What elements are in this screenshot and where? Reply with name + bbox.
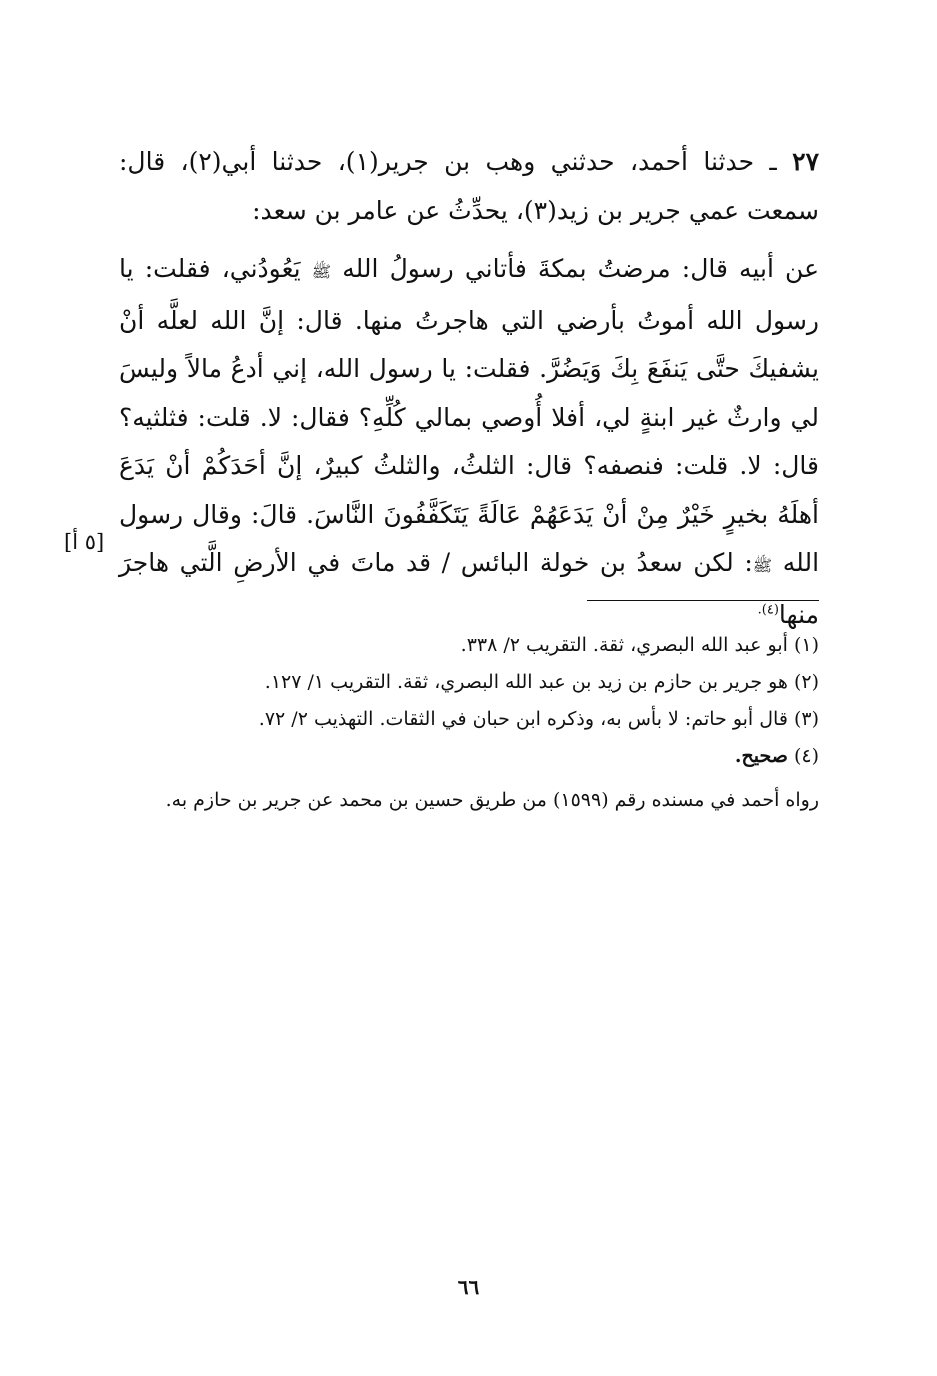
footnote-text: هو جرير بن حازم بن زيد بن عبد الله البصري، ثقة. التقريب ١/ ١٢٧.: [264, 671, 788, 693]
hadith-matn-part1: عن أبيه قال: مرضتُ بمكةَ فأتاني رسولُ الله: [342, 254, 819, 283]
hadith-number: ٢٧: [792, 147, 819, 176]
footnotes-section: [119, 628, 819, 824]
footnote-marker: (٢): [793, 671, 819, 693]
hadith-main-text: [119, 138, 819, 639]
salawat-glyph: ﷺ: [311, 262, 332, 281]
page-number: ٦٦: [457, 1275, 480, 1299]
footnote-divider: [587, 600, 819, 601]
salawat-glyph-2: ﷺ: [752, 556, 773, 575]
footnote-2: [119, 665, 819, 700]
footnote-source-note: رواه أحمد في مسنده رقم (١٥٩٩) من طريق حسين بن محمد عن جرير بن حازم به.: [165, 789, 819, 811]
footnote-text: أبو عبد الله البصري، ثقة. التقريب ٢/ ٣٣٨.: [460, 634, 788, 656]
footnote-ref-4: (٤).: [757, 602, 779, 618]
hadith-matn-part3: : لكن سعدُ بن خولة البائس / قد ماتَ في الأرضِ الَّتي هاجرَ منها: [119, 548, 819, 629]
hadith-isnad-text: ـ حدثنا أحمد، حدثني وهب بن جرير(١)، حدثنا أبي(٢)، قال: سمعت عمي جرير بن زيد(٣)، يحدِّثُ عن عامر بن سعد:: [119, 147, 819, 225]
hadith-isnad: [119, 138, 819, 235]
footnote-1: [119, 628, 819, 663]
footnote-text: صحيح.: [734, 745, 788, 767]
hadith-matn: [119, 245, 819, 639]
footnote-3: [119, 702, 819, 737]
footnote-marker: (٤): [793, 745, 819, 767]
hadith-matn-part2: يَعُودُني، فقلت: يا رسول الله أموتُ بأرضي التي هاجرتُ منها. قال: إنَّ الله لعلَّه أنْ يشفيكَ حتَّى يَنفَعَ بِكَ وَيَضُرَّ. فقلت: يا رسول الله، إني أدعُ مالاً وليسَ لي وارثٌ غير ابنةٍ لي، أفلا أُوصي بمالي كُلِّهِ؟ فقال: لا. قلت: فثلثيه؟ قال: لا. قلت: فنصفه؟ قال: الثلثُ، والثلثُ كبيرٌ، إنَّ أحَدَكُمْ أنْ يَدَعَ أهلَهُ بخيرٍ خَيْرٌ مِنْ أنْ يَدَعَهُمْ عَالَةً يَتَكَفَّفُونَ النَّاسَ. قالَ: وقال رسول الله: [119, 254, 820, 577]
footnote-marker: (٣): [793, 708, 819, 730]
footnote-marker: (١): [793, 634, 819, 656]
manuscript-folio-ref: [٥ أ]: [64, 530, 105, 554]
footnote-4: [119, 739, 819, 774]
footnote-text: قال أبو حاتم: لا بأس به، وذكره ابن حبان في الثقات. التهذيب ٢/ ٧٢.: [258, 708, 788, 730]
